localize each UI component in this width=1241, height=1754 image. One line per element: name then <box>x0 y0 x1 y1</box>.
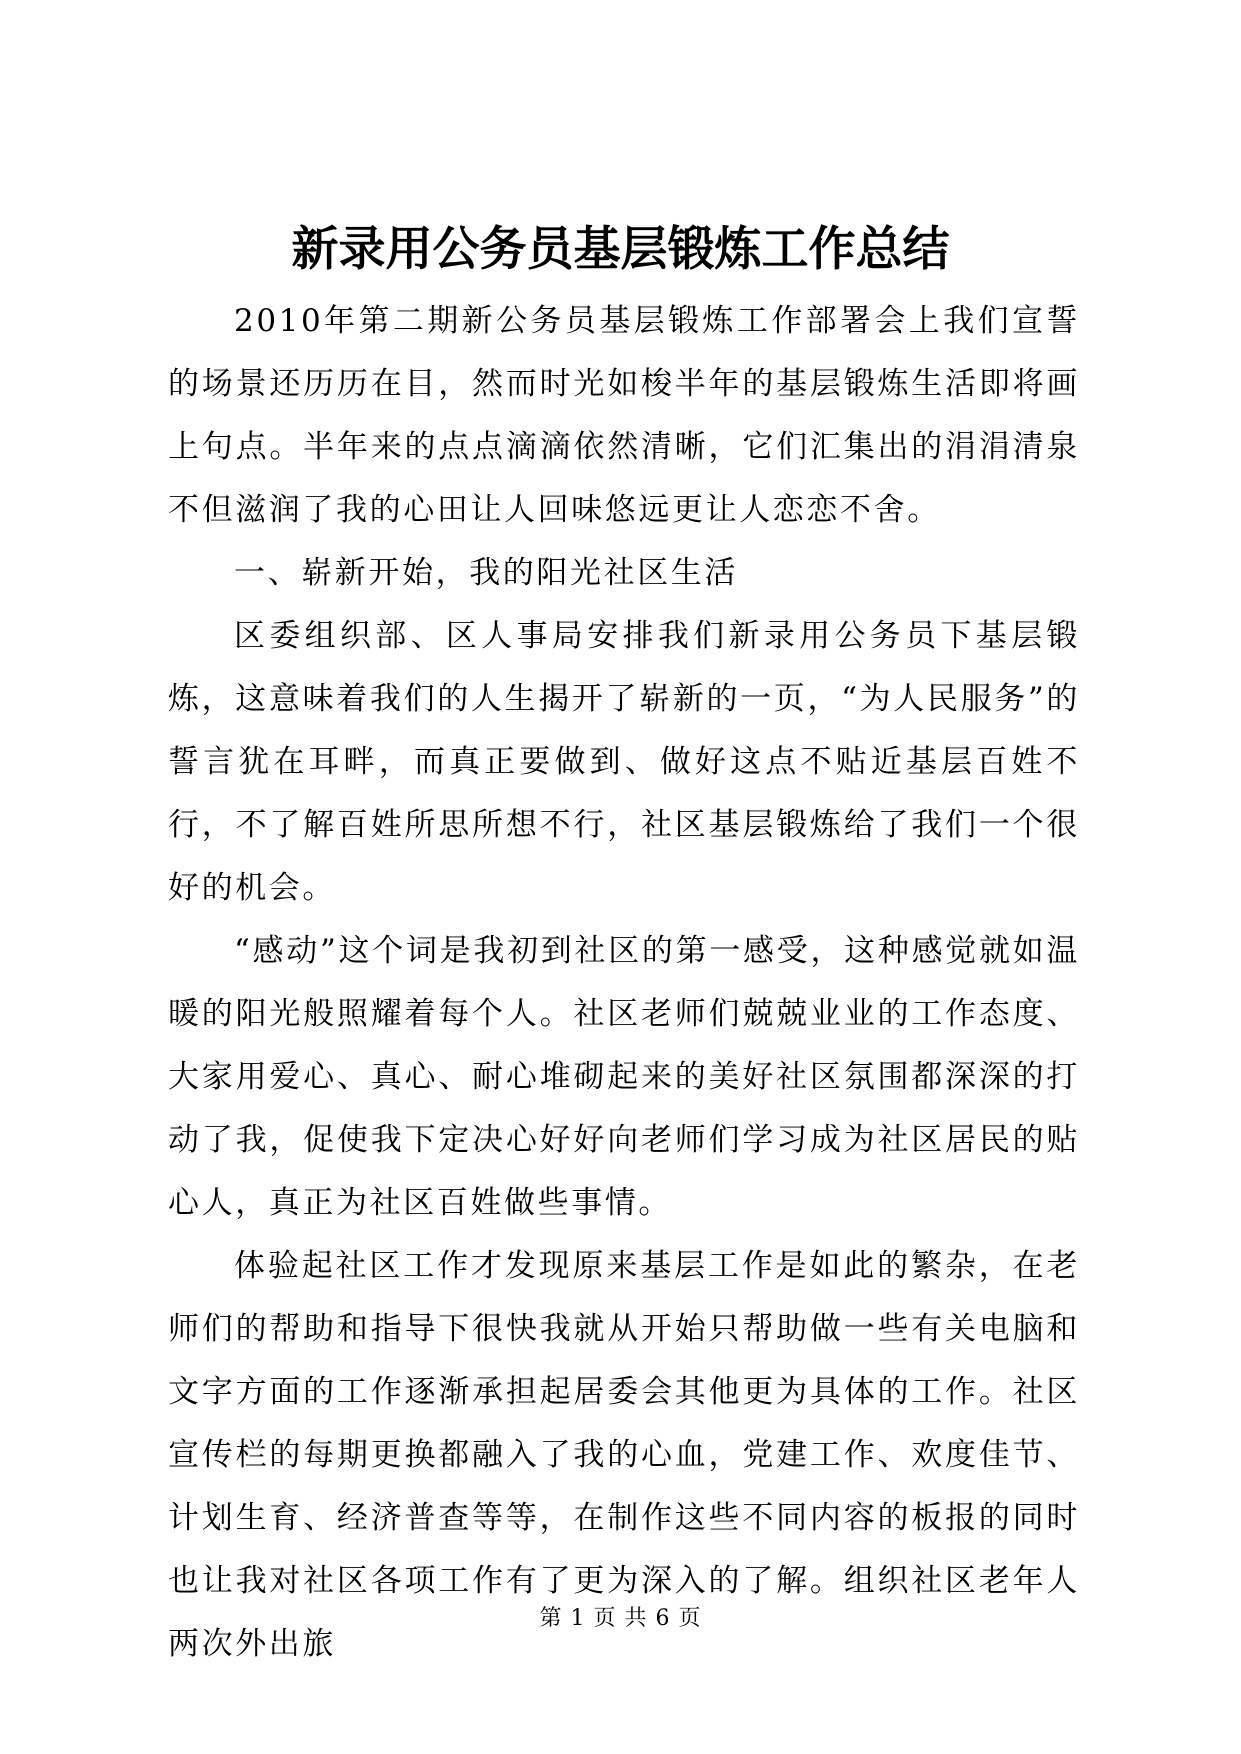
paragraph-experience: 体验起社区工作才发现原来基层工作是如此的繁杂，在老师们的帮助和指导下很快我就从开始只帮助做一些有关电脑和文字方面的工作逐渐承担起居委会其他更为具体的工作。社区宣传栏的每期更换都融入了我的心血，党建工作、欢度佳节、计划生育、经济普查等等，在制作这些不同内容的板报的同时也让我对社区各项工作有了更为深入的了解。组织社区老年人两次外出旅 <box>168 1248 1080 1662</box>
section-heading-1: 一、崭新开始，我的阳光社区生活 <box>234 555 738 591</box>
document-body <box>168 290 1080 1676</box>
paragraph-moved: “感动”这个词是我初到社区的第一感受，这种感觉就如温暖的阳光般照耀着每个人。社区老师们兢兢业业的工作态度、大家用爱心、真心、耐心堆砌起来的美好社区氛围都深深的打动了我，促使我下定决心好好向老师们学习成为社区居民的贴心人，真正为社区百姓做些事情。 <box>168 933 1080 1221</box>
page-number-footer: 第 1 页 共 6 页 <box>539 1606 702 1631</box>
document-title: 新录用公务员基层锻炼工作总结 <box>291 222 950 277</box>
paragraph-arrangement: 区委组织部、区人事局安排我们新录用公务员下基层锻炼，这意味着我们的人生揭开了崭新的一页，“为人民服务”的誓言犹在耳畔，而真正要做到、做好这点不贴近基层百姓不行，不了解百姓所思所想不行，社区基层锻炼给了我们一个很好的机会。 <box>168 618 1080 906</box>
paragraph-intro: 2010年第二期新公务员基层锻炼工作部署会上我们宣誓的场景还历历在目，然而时光如梭半年的基层锻炼生活即将画上句点。半年来的点点滴滴依然清晰，它们汇集出的涓涓清泉不但滋润了我的心田让人回味悠远更让人恋恋不舍。 <box>168 303 1080 528</box>
